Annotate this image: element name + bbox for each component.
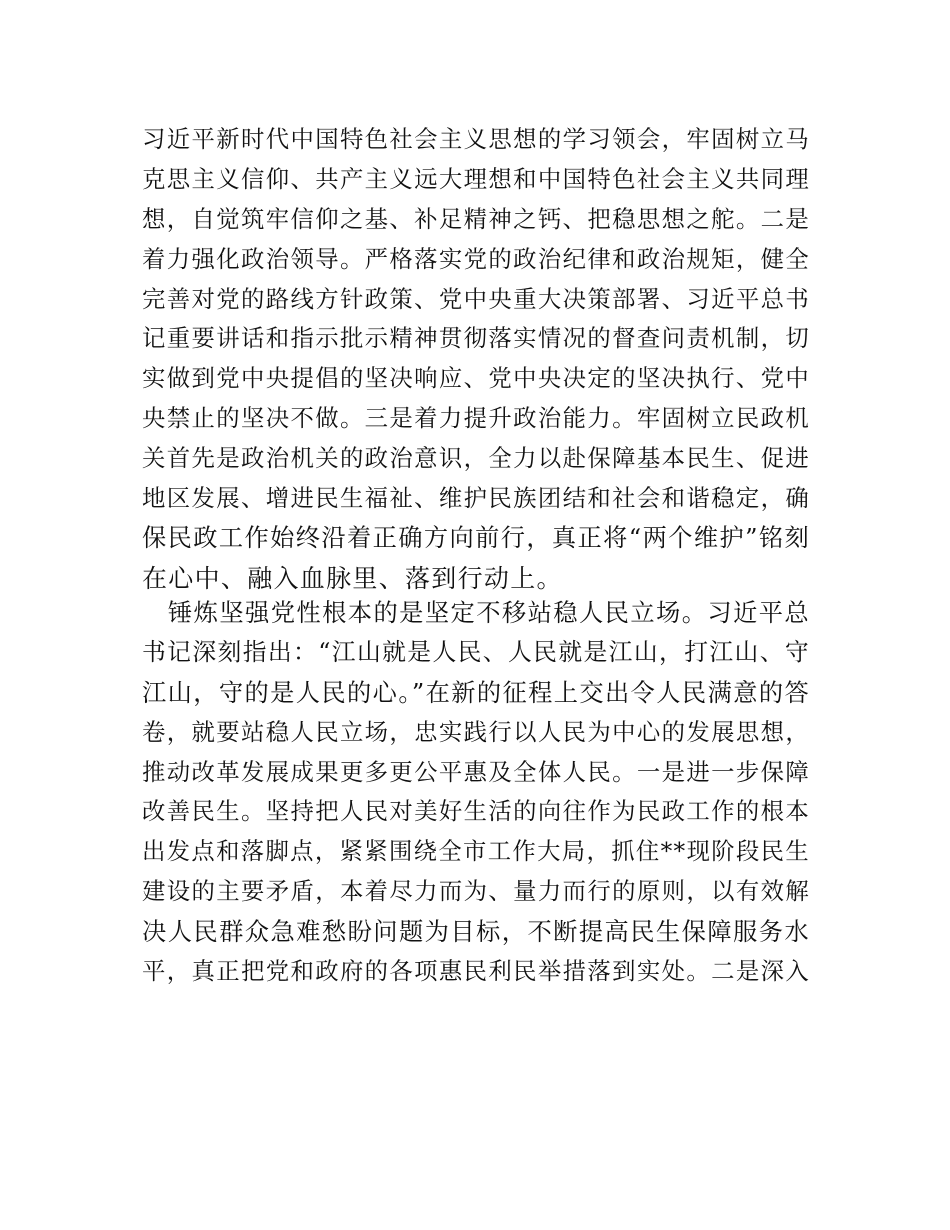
paragraph-line: 江山，守的是人民的心。”在新的征程上交出令人民满意的答 [142, 677, 810, 707]
paragraph-1 [142, 120, 810, 599]
paragraph-line: 卷，就要站稳人民立场，忠实践行以人民为中心的发展思想， [142, 717, 810, 746]
paragraph-line: 关首先是政治机关的政治意识，全力以赴保障基本民生、促进 [142, 444, 810, 473]
paragraph-line: 完善对党的路线方针政策、党中央重大决策部署、习近平总书 [142, 284, 810, 313]
paragraph-line: 地区发展、增进民生福祉、维护民族团结和社会和谐稳定，确 [142, 484, 810, 513]
paragraph-line: 在心中、融入血脉里、落到行动上。 [142, 563, 563, 593]
paragraph-line: 建设的主要矛盾，本着尽力而为、量力而行的原则，以有效解 [142, 877, 810, 906]
paragraph-line: 改善民生。坚持把人民对美好生活的向往作为民政工作的根本 [142, 797, 810, 826]
paragraph-line: 推动改革发展成果更多更公平惠及全体人民。一是进一步保障 [142, 757, 810, 786]
paragraph-line: 记重要讲话和指示批示精神贯彻落实情况的督查问责机制，切 [142, 324, 810, 353]
paragraph-line: 决人民群众急难愁盼问题为目标，不断提高民生保障服务水 [142, 917, 810, 947]
paragraph-line: 锤炼坚强党性根本的是坚定不移站稳人民立场。习近平总 [168, 598, 810, 627]
paragraph-line: 实做到党中央提倡的坚决响应、党中央决定的坚决执行、党中 [142, 364, 810, 393]
paragraph-line: 克思主义信仰、共产主义远大理想和中国特色社会主义共同理 [142, 164, 810, 193]
paragraph-line: 书记深刻指出：“江山就是人民、人民就是江山，打江山、守 [142, 637, 810, 666]
paragraph-line: 保民政工作始终沿着正确方向前行，真正将“两个维护”铭刻 [142, 523, 810, 552]
paragraph-line: 习近平新时代中国特色社会主义思想的学习领会，牢固树立马 [142, 125, 810, 153]
paragraph-2 [142, 593, 810, 992]
paragraph-line: 平，真正把党和政府的各项惠民利民举措落到实处。二是深入 [142, 957, 810, 986]
paragraph-line: 出发点和落脚点，紧紧围绕全市工作大局，抓住**现阶段民生 [142, 837, 810, 866]
paragraph-line: 央禁止的坚决不做。三是着力提升政治能力。牢固树立民政机 [142, 404, 810, 433]
paragraph-line: 想，自觉筑牢信仰之基、补足精神之钙、把稳思想之舵。二是 [142, 204, 810, 233]
paragraph-line: 着力强化政治领导。严格落实党的政治纪律和政治规矩，健全 [142, 244, 810, 273]
